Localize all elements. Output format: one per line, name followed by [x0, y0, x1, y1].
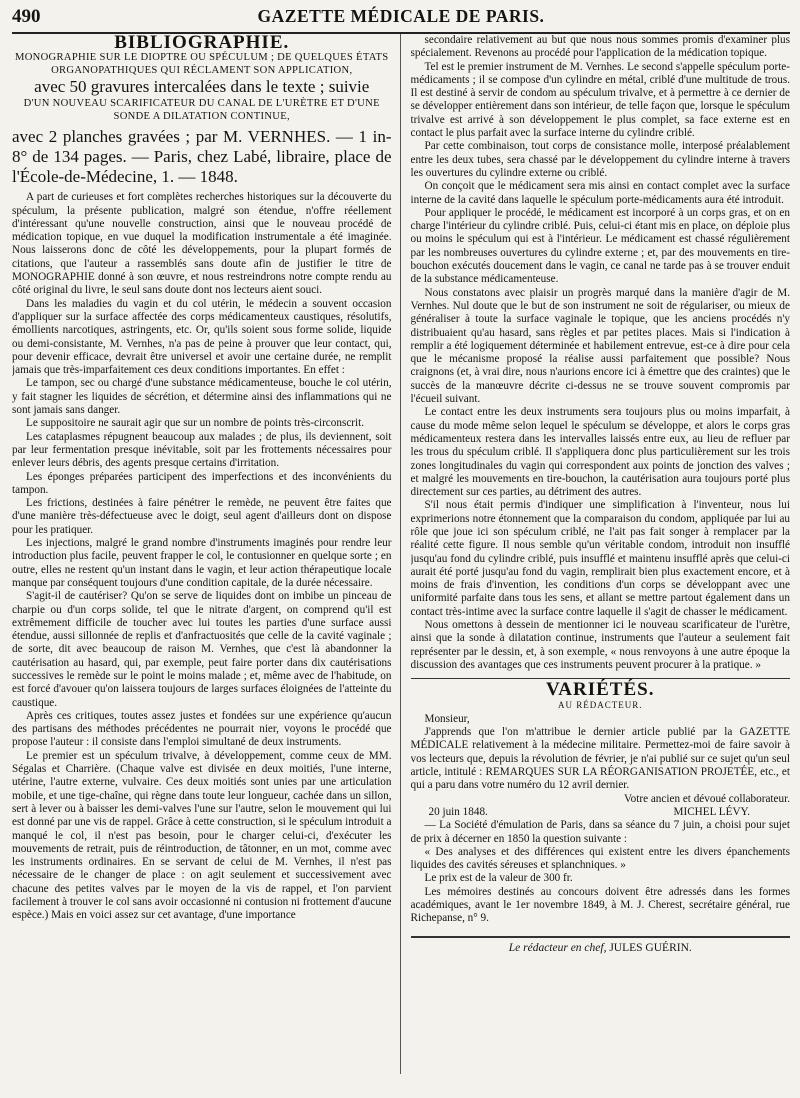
varietes-subtitle: AU RÉDACTEUR.: [558, 699, 643, 710]
article-paragraph: Le suppositoire ne saurait agir que sur un nombre de points très-circonscrit.: [26, 417, 365, 430]
footer-label: Le rédacteur en chef,: [508, 941, 607, 954]
letter-date-signature: [411, 806, 791, 819]
book-publication: avec 2 planches gravées ; par M. VERNHES. — 1 in-8° de 134 pages. — Paris, chez Labé, libraire, place de l'École-de-Médecine, 1. — 1848.: [12, 127, 392, 187]
left-column: [12, 34, 401, 1074]
article-paragraph: Les cataplasmes répugnent beaucoup aux malades ; de plus, ils deviennent, soit par leur fermentation presque inévitable, soit par les frottements nécessaires pour enlever leurs débris, des agents presque certains d'irritation.: [12, 430, 392, 470]
article-paragraph: Les éponges préparées participent des imperfections et des inconvénients du tampon.: [12, 470, 392, 496]
article-paragraph: S'agit-il de cautériser? Qu'on se serve de liquides dont on imbibe un pinceau de charpie ou d'un corps solide, tel que le nitrate d'argent, on comprend qu'il est extrêmement difficile de toucher avec lui toutes les parties d'une surface aussi étendue, aussi sillonnée de replis et d'anfractuosités que celle de la cavité vaginale ; de sorte, dit avec beaucoup de raison M. Vernhes, que c'est là abandonner la cautérisation au hasard, qui, par exemple, peut faire porter dans dix cautérisations successives le remède sur le point le moins malade ; et, même avec de l'habitude, on est forcé d'avouer qu'on laissera toujours de larges surfaces éloignées de l'atteinte du caustique.: [12, 590, 392, 709]
article-paragraph: Après ces critiques, toutes assez justes et fondées sur une expérience qu'aucun des partisans des méthodes précédentes ne pourrait nier, voyons le procédé que propose l'auteur : il consiste dans l'emploi simultané de deux instruments.: [12, 709, 392, 749]
article-paragraph: Le contact entre les deux instruments sera toujours plus ou moins imparfait, à cause du mode même selon lequel le spéculum se développe, et alors le corps gras médicamenteux restera dans les intervalles laissés entre eux, au lieu de refluer par les trous du spéculum criblé. Il s'appliquera donc plus particulièrement sur les trois zones longitudinales du vagin qui correspondent aux points de jonction des valves ; et malgré les mouvements en tire-bouchon, la cautérisation aura toujours porté plus directement sur ces parties, au détriment des autres.: [410, 406, 790, 499]
article-paragraph: Pour appliquer le procédé, le médicament est incorporé à un corps gras, et on en charge l'intérieur du cylindre criblé. Puis, celui-ci étant mis en place, on déploie plus ou moins le spéculum qui est à l'intérieur. Le médicament est chassé régulièrement par les nombreuses ouvertures du cylindre externe ; et, par des mouvements en tire-bouchon exécutés doucement dans le vagin, ce canal ne tarde pas à se trouver enduit de la substance médicamenteuse.: [410, 206, 790, 286]
book-title-line3: D'UN NOUVEAU SCARIFICATEUR DU CANAL DE L'URÈTRE ET D'UNE SONDE A DILATATION CONTINUE,: [23, 98, 380, 123]
letter-salutation: Monsieur,: [424, 712, 470, 725]
section-title-bibliographie: BIBLIOGRAPHIE.: [114, 34, 290, 53]
article-paragraph: Par cette combinaison, tout corps de consistance molle, interposé préalablement entre les deux tubes, sera chassé par le développement du cylindre interne à travers les ouvertures du cylindre externe ou criblé.: [410, 140, 790, 179]
section-title-varietes: VARIÉTÉS.: [546, 679, 655, 701]
article-paragraph: Dans les maladies du vagin et du col utérin, le médecin a souvent occasion d'appliquer sur la surface affectée des corps médicamenteux caustiques, résolutifs, émollients narcotiques, astringents, etc. Or, qu'ils soient sous forme solide, liquide ou demi-consistante, M. Vernhes, n'a pas de peine à prouver que leur contact, qui, pour devenir efficace, devrait être universel et avoir une certaine durée, ne remplit jamais que très-imparfaitement ces deux conditions importantes. En effet :: [12, 297, 392, 377]
article-paragraph: Tel est le premier instrument de M. Vernhes. Le second s'appelle spéculum porte-médicaments ; il se compose d'un cylindre en métal, criblé d'une multitude de trous. Il est destiné à servir de condom au spéculum trivalve, et à permettre à ce dernier de se développer entièrement dans son intérieur, de telle façon que, lorsque le spéculum trivalve est arrivé à son développement le plus complet, sa face externe est en contact le plus parfait avec la surface interne du cylindre criblé.: [410, 60, 790, 140]
article-paragraph: Nous constatons avec plaisir un progrès marqué dans la manière d'agir de M. Vernhes. Nul doute que le but de son instrument ne soit de régulariser, ou mieux de généraliser à toute la surface vaginale le topique, que les anciens procédés n'y distribuaient qu'au hasard, sans règles et par petites places. Mais si l'indication à remplir a été logiquement déterminée et habilement entrevue, est-ce à dire pour cela que le mécanisme proposé la réalise aussi parfaitement que possible? Nous craignons (et, à vrai dire, nous n'aurions encore ici à émettre que des craintes) que le succès de la manœuvre décrite ci-dessus ne se trouve souvent compromis par l'écueil suivant.: [410, 286, 790, 406]
news-items: [411, 819, 791, 925]
book-title-line1: MONOGRAPHIE SUR LE DIOPTRE OU SPÉCULUM ; DE QUELQUES ÉTATS ORGANOPATHIQUES QUI RÉCLAMENT SON APPLICATION,: [14, 52, 389, 77]
right-column: [411, 34, 791, 1074]
letter-signature: MICHEL LÉVY.: [673, 805, 750, 818]
news-paragraph: « Des analyses et des différences qui existent entre les divers épanchements liquides des cavités séreuses et splanchniques. »: [410, 845, 790, 872]
article-paragraph: Le premier est un spéculum trivalve, à développement, comme ceux de MM. Ségalas et Charrière. (Chaque valve est divisée en deux moitiés, l'une interne, utérine, l'autre externe, vulvaire. Ces deux moitiés sont unies par une articulation mobile, et une tige-chaîne, qui règne dans toute leur longueur, cachée dans un sillon, sert à lever ou à baisser les demi-valves l'une sur l'autre, selon le mouvement qui lui est donné par une vis de rappel. Grâce à cette construction, si le spéculum introduit a manqué le col, il n'est pas besoin, pour le charger celui-ci, d'exécuter les mouvements de retrait, puis de réintroduction, de tâtonner, en un mot, comme avec les instruments ordinaires. En se servant de celui de M. Vernhes, il n'est pas nécessaire de le changer de place : on agit seulement et successivement avec chacune des petites valves par le moyen de la vis de rappel, et l'on parvient facilement à trouver le col sans avoir occasionné ni contusion ni frottement d'aucune espèce.) Mais en voici assez sur cet avantage, d'une importance: [12, 749, 392, 922]
article-paragraph: S'il nous était permis d'indiquer une simplification à l'inventeur, nous lui exprimerions notre étonnement que la comparaison du condom, appliquée par lui au rôle que joue ici son spéculum criblé, ne l'ait pas fait songer à remplacer par la réalité cette figure. Il nous semble qu'un véritable condom, introduit non insufflé jusqu'au fond du cylindre criblé, puis insufflé et maintenu insufflé après que celui-ci aurait été porté jusqu'au fond du vagin, remplirait bien plus exactement encore, et à moins de frais d'invention, les conditions d'un corps se développant avec une uniformité parfaite dans tous les sens, et allant se mettre partout également dans un contact très-intime avec la surface contre laquelle il s'agit de chasser le médicament.: [410, 499, 790, 618]
article-paragraph: Les frictions, destinées à faire pénétrer le remède, ne peuvent être faites que d'une manière très-défectueuse avec le doigt, seul agent d'ailleurs dont on dispose pour les pratiquer.: [12, 497, 392, 536]
columns: [12, 34, 790, 1074]
left-article-body: [12, 191, 392, 922]
news-paragraph: Les mémoires destinés au concours doivent être adressés dans les formes académiques, avant le 1er novembre 1849, à M. J. Cherest, secrétaire général, rue Richepanse, n° 9.: [410, 885, 790, 925]
article-paragraph: On conçoit que le médicament sera mis ainsi en contact complet avec la surface interne de la cavité dans laquelle le spéculum porte-médicaments aura été introduit.: [410, 180, 790, 206]
book-title-line2: avec 50 gravures intercalées dans le texte ; suivie: [34, 77, 370, 97]
news-paragraph: Le prix est de la valeur de 300 fr.: [424, 872, 573, 885]
book-title: [12, 51, 392, 123]
article-paragraph: secondaire relativement au but que nous nous sommes promis d'examiner plus spécialement. Revenons au procédé pour l'application de la médication topique.: [410, 34, 790, 60]
article-paragraph: Le tampon, sec ou chargé d'une substance médicamenteuse, bouche le col utérin, y fait stagner les liquides de sécrétion, et détermine ainsi des inflammations qui ne sont jamais sans danger.: [12, 377, 392, 417]
letter-closing: Votre ancien et dévoué collaborateur.: [624, 792, 790, 805]
editor-footer: [411, 942, 791, 955]
article-paragraph: A part de curieuses et fort complètes recherches historiques sur la découverte du spéculum, la présente publication, malgré son étendue, n'offre réellement d'intéressant qu'une nouvelle construction, ainsi que le nouveau procédé de médication topique, en vue duquel la modification instrumentale a été imaginée. Nous laisserons donc de côté les développements, pour la plupart formés de citations, que l'auteur a rassemblés sans doute afin de justifier le titre de MONOGRAPHIE donné à son œuvre, et nous restreindrons notre compte rendu au côté original du livre, le seul sans doute dont nos lecteurs aient souci.: [12, 191, 392, 297]
right-article-body: [411, 34, 791, 672]
letter-body: J'apprends que l'on m'attribue le dernier article publié par la GAZETTE MÉDICALE relativement à la médecine militaire. Permettez-moi de faire savoir à vos lecteurs que, depuis la révolution de février, je n'ai publié sur ce sujet qu'un seul article, intitulé : REMARQUES SUR LA RÉORGANISATION PROJETÉE, etc., et qui a paru dans votre numéro du 12 avril dernier.: [410, 726, 790, 792]
article-paragraph: Les injections, malgré le grand nombre d'instruments imaginés pour rendre leur introduction plus facile, peuvent frapper le col, le contusionner en quelque sorte ; en outre, elles ne restent qu'un instant dans le vagin, et leur action thérapeutique locale manque par conséquent toujours d'une condition capitale, de la durée nécessaire.: [12, 537, 392, 589]
article-paragraph: Nous omettons à dessein de mentionner ici le nouveau scarificateur de l'urètre, ainsi que la sonde à dilatation continue, instruments que l'auteur a seulement fait représenter par le dessin, et, à son exemple, « nous renvoyons à une autre époque la discussion des avantages que ces instruments peuvent procurer à la pratique. »: [410, 619, 790, 671]
journal-title: GAZETTE MÉDICALE DE PARIS.: [257, 6, 545, 26]
news-paragraph: — La Société d'émulation de Paris, dans sa séance du 7 juin, a choisi pour sujet de prix à décerner en 1850 la question suivante :: [410, 819, 790, 845]
footer-divider: [411, 936, 791, 938]
footer-editor-name: JULES GUÉRIN.: [609, 941, 692, 954]
page-header: [12, 0, 790, 34]
page-number: 490: [12, 6, 41, 27]
letter-date: 20 juin 1848.: [428, 805, 488, 818]
